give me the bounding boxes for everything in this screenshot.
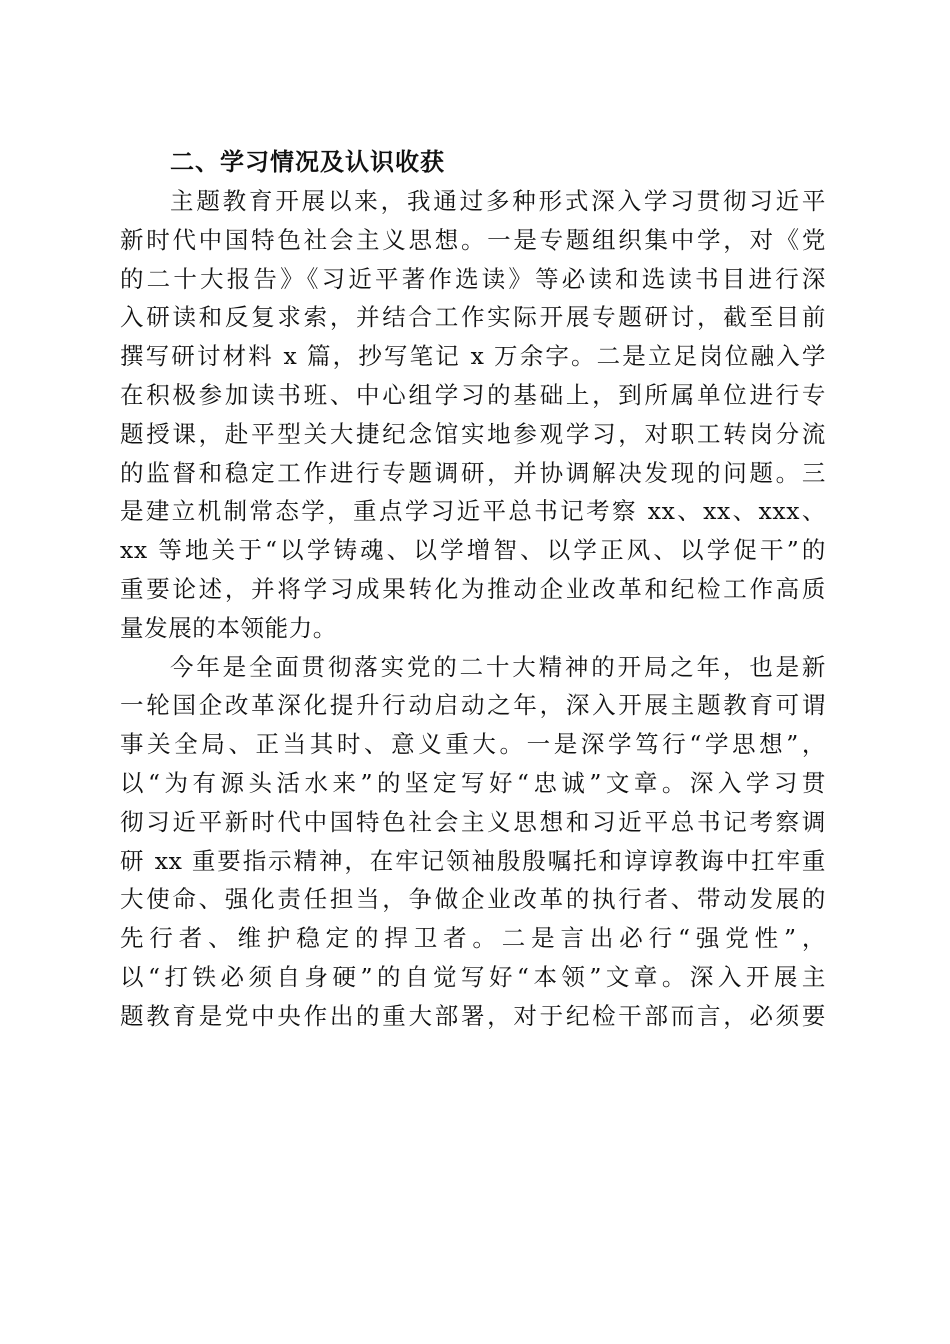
text-line: 事关全局、正当其时、意义重大。一是深学笃行“学思想”， xyxy=(120,730,826,759)
text-line: 彻习近平新时代中国特色社会主义思想和习近平总书记考察调 xyxy=(120,807,826,836)
text-line: 研 xx 重要指示精神，在牢记领袖殷殷嘱托和谆谆教诲中扛牢重 xyxy=(120,846,826,875)
text-line: 一轮国企改革深化提升行动启动之年，深入开展主题教育可谓 xyxy=(120,691,826,720)
text-line: 在积极参加读书班、中心组学习的基础上，到所属单位进行专 xyxy=(120,380,826,409)
text-line: 量发展的本领能力。 xyxy=(120,613,337,642)
text-line: 先行者、维护稳定的捍卫者。二是言出必行“强党性”， xyxy=(120,924,826,953)
text-line: 新时代中国特色社会主义思想。一是专题组织集中学，对《党 xyxy=(120,225,826,254)
text-line: 大使命、强化责任担当，争做企业改革的执行者、带动发展的 xyxy=(120,885,826,914)
document-body xyxy=(120,143,826,1036)
text-line: 重要论述，并将学习成果转化为推动企业改革和纪检工作高质 xyxy=(120,574,826,603)
text-line: 主题教育开展以来，我通过多种形式深入学习贯彻习近平 xyxy=(170,187,826,215)
text-line: 是建立机制常态学，重点学习近平总书记考察 xx、xx、xxx、 xyxy=(120,497,826,526)
text-line: 以“打铁必须自身硬”的自觉写好“本领”文章。深入开展主 xyxy=(120,962,826,991)
text-line: 入研读和反复求索，并结合工作实际开展专题研讨，截至目前 xyxy=(120,303,826,332)
text-line: 撰写研讨材料 x 篇，抄写笔记 x 万余字。二是立足岗位融入学 xyxy=(120,342,826,371)
text-line: 的二十大报告》《习近平著作选读》等必读和选读书目进行深 xyxy=(120,264,826,293)
text-line: xx 等地关于“以学铸魂、以学增智、以学正风、以学促干”的 xyxy=(120,536,826,565)
paragraph-understanding-gains xyxy=(120,648,826,1036)
text-line: 今年是全面贯彻落实党的二十大精神的开局之年，也是新 xyxy=(170,652,826,681)
section-heading: 二、学习情况及认识收获 xyxy=(170,148,445,176)
text-line: 的监督和稳定工作进行专题调研，并协调解决发现的问题。三 xyxy=(120,458,826,487)
text-line: 以“为有源头活水来”的坚定写好“忠诚”文章。深入学习贯 xyxy=(120,768,826,797)
text-line: 题教育是党中央作出的重大部署，对于纪检干部而言，必须要 xyxy=(120,1001,826,1030)
paragraph-study-situation xyxy=(120,182,826,648)
text-line: 题授课，赴平型关大捷纪念馆实地参观学习，对职工转岗分流 xyxy=(120,419,826,448)
